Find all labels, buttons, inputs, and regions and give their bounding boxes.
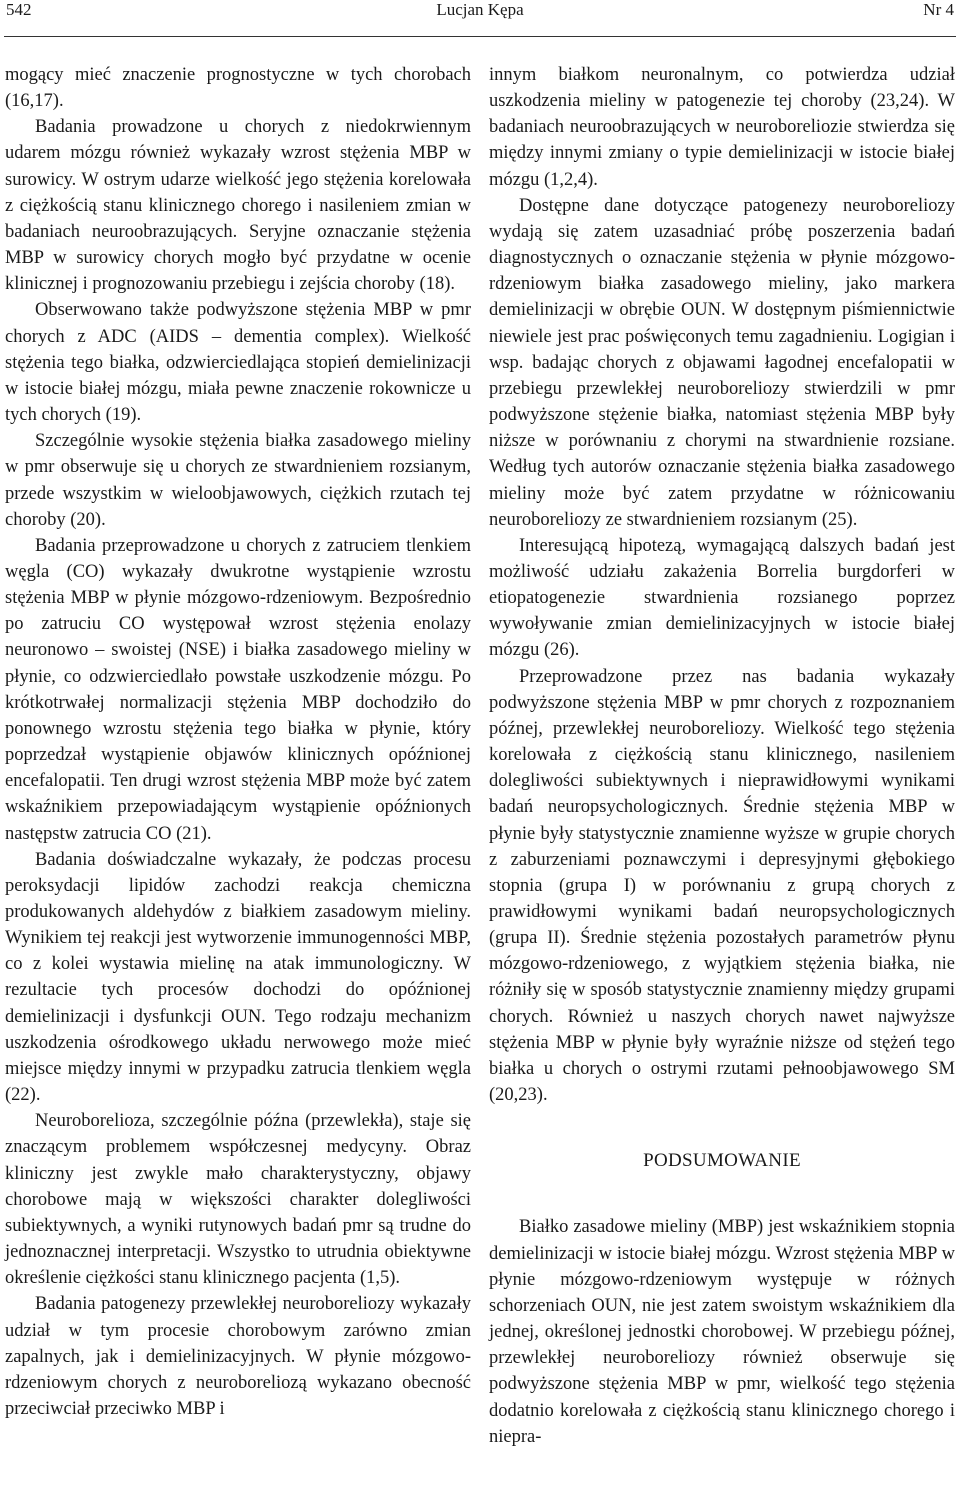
paragraph: Przeprowadzone przez nas badania wykazały podwyższone stężenia MBP w pmr chorych z rozpoznaniem późnej, przewlekłej neuroboreliozy. Wielkość tego stężenia korelowała z ciężkością stanu klinicznego, nasileniem dolegliwości subiektywnych i nieprawidłowymi wynikami badań neuropsychologicznych. Średnie stężenia MBP w płynie były statystycznie znamienne wyższe w grupie chorych z zaburzeniami poznawczymi i depresyjnymi głębokiego stopnia (grupa I) w porównaniu z grupą chorych z prawidłowymi wynikami badań neuropsychologicznych (grupa II). Średnie stężenia pozostałych parametrów płynu mózgowo-rdzeniowego, z wyjątkiem stężenia białka, nie różniły się w sposób statystycznie znamienny między grupami chorych. Również u naszych chorych nawet najwyższe stężenia MBP w płynie były wyraźnie niższe od stężeń tego białka u chorych o ostrymi rzutami pełnoobjawowego SM (20,23). bbox=[489, 666, 955, 1106]
right-column bbox=[489, 62, 955, 1450]
header-rule bbox=[4, 36, 956, 37]
section-heading: PODSUMOWANIE bbox=[643, 1150, 801, 1172]
running-author: Lucjan Kępa bbox=[436, 0, 524, 19]
paragraph: Interesującą hipotezą, wymagającą dalszych badań jest możliwość udziału zakażenia Borrelia burgdorferi w etiopatogenezie stwardnienia rozsianego poprzez wywoływanie zmian demielinizacyjnych w istocie białej mózgu (26). bbox=[489, 535, 955, 661]
paragraph: Szczególnie wysokie stężenia białka zasadowego mieliny w pmr obserwuje się u chorych ze stwardnieniem rozsianym, przede wszystkim w wieloobjawowych, ciężkich rzutach tej choroby (20). bbox=[5, 431, 471, 530]
left-column bbox=[5, 62, 471, 1422]
paragraph: mogący mieć znaczenie prognostyczne w tych chorobach (16,17). bbox=[5, 65, 471, 112]
page-number: 542 bbox=[6, 0, 32, 19]
paragraph: innym białkom neuronalnym, co potwierdza udział uszkodzenia mieliny w patogenezie tej choroby (23,24). W badaniach neuroobrazujących w neuroboreliozie stwierdza się między innymi zmiany o typie demielinizacji w istocie białej mózgu (1,2,4). bbox=[489, 65, 955, 190]
paragraph: Neuroborelioza, szczególnie późna (przewlekła), staje się znaczącym problemem współczesnej medycyny. Obraz kliniczny jest zwykle mało charakterystyczny, objawy chorobowe mają w większości charakter dolegliwości subiektywnych, a wyniki rutynowych badań pmr są trudne do jednoznacznej interpretacji. Wszystko to utrudnia obiektywne określenie ciężkości stanu klinicznego pacjenta (1,5). bbox=[5, 1111, 471, 1289]
paragraph: Badania patogenezy przewlekłej neuroboreliozy wykazały udział w tym procesie chorobowym zarówno zmian zapalnych, jak i demielinizacyjnych. W płynie mózgowo-rdzeniowym chorych z neuroboreliozą wykazano obecność przeciwciał przeciwko MBP i bbox=[5, 1294, 471, 1419]
running-header bbox=[0, 0, 960, 40]
paragraph: Badania doświadczalne wykazały, że podczas procesu peroksydacji lipidów zachodzi reakcja chemiczna produkowanych aldehydów z białkiem zasadowym mieliny. Wynikiem tej reakcji jest wytworzenie immunogenności MBP, co z kolei wystawia mielinę na atak immunologiczny. W rezultacie tych procesów dochodzi do opóźnionej demielinizacji i dysfunkcji OUN. Tego rodzaju mechanizm uszkodzenia ośrodkowego układu nerwowego może mieć miejsce między innymi w przypadku zatrucia tlenkiem węgla (22). bbox=[5, 849, 471, 1106]
paragraph: Badania prowadzone u chorych z niedokrwiennym udarem mózgu również wykazały wzrost stężenia MBP w surowicy. W ostrym udarze wielkość jego stężenia korelowała z ciężkością stanu klinicznego chorego i nasileniem zmian w badaniach neuroobrazujących. Seryjne oznaczanie stężenia MBP w surowicy chorych mogło być przydatne w ocenie klinicznej i prognozowaniu przebiegu i zejścia choroby (18). bbox=[5, 117, 471, 295]
paragraph: Dostępne dane dotyczące patogenezy neuroboreliozy wydają się zatem uzasadniać próbę poszerzenia badań diagnostycznych o oznaczanie stężenia w płynie mózgowo-rdzeniowym białka zasadowego mieliny, jako markera demielinizacji w obrębie OUN. W dostępnym piśmiennictwie niewiele jest prac poświęconych temu zagadnieniu. Logigian i wsp. badając chorych z objawami łagodnej encefalopatii w przebiegu przewlekłej neuroboreliozy stwierdzili w pmr podwyższone stężenie białka, natomiast stężenia MBP były niższe w porównaniu z chorymi na stwardnienie rozsiane. Według tych autorów oznaczanie stężenia białka zasadowego mieliny może być zatem przydatne w różnicowaniu neuroboreliozy ze stwardnieniem rozsianym (25). bbox=[489, 195, 955, 530]
paragraph: Obserwowano także podwyższone stężenia MBP w pmr chorych z ADC (AIDS – dementia complex). Wielkość stężenia tego białka, odzwierciedlająca stopień demielinizacji w istocie białej mózgu, miała pewne znaczenie rokownicze u tych chorych (19). bbox=[5, 300, 471, 426]
paragraph: Badania przeprowadzone u chorych z zatruciem tlenkiem węgla (CO) wykazały dwukrotne wystąpienie wzrostu stężenia MBP w płynie mózgowo-rdzeniowym. Bezpośrednio po zatruciu CO występował wzrost stężenia enolazy neuronowo – swoistej (NSE) i białka zasadowego mieliny w płynie, co odzwierciedlało powstałe uszkodzenie mózgu. Po krótkotrwałej normalizacji stężenia MBP dochodziło do ponownego wzrostu stężenia tego białka w płynie, który poprzedzał wystąpienie objawów klinicznych opóźnionej encefalopatii. Ten drugi wzrost stężenia MBP może być zatem wskaźnikiem przepowiadającym wystąpienie opóźnionych następstw zatrucia CO (21). bbox=[5, 535, 471, 844]
summary-paragraph: Białko zasadowe mieliny (MBP) jest wskaźnikiem stopnia demielinizacji w istocie białej mózgu. Wzrost stężenia MBP w płynie mózgowo-rdzeniowym występuje w różnych schorzeniach OUN, nie jest zatem swoistym wskaźnikiem dla jednej, określonej jednostki chorobowej. W przebiegu późnej, przewlekłej neuroboreliozy również obserwuje się podwyższone stężenia MBP w pmr, wielkość tego stężenia dodatnio korelowała z ciężkością stanu klinicznego chorego i niepra- bbox=[489, 1217, 955, 1447]
issue-number: Nr 4 bbox=[923, 0, 954, 19]
